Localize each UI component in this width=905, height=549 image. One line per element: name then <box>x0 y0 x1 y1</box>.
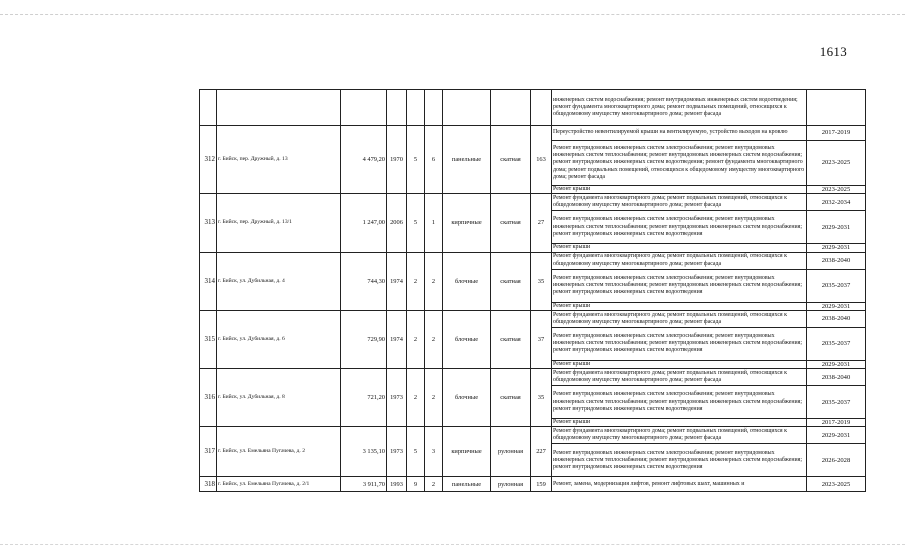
area-cell: 1 247,00 <box>341 194 387 252</box>
wall-material-cell: блочные <box>443 310 491 368</box>
work-type-cell: Ремонт внутридомовых инженерных систем электроснабжения; ремонт внутридомовых инженерных систем теплоснабжения; ремонт внутридомовых инженерных систем водоснабжения; ремонт внутридомовых инженерных систем водоотведения <box>552 211 807 244</box>
entrances-cell: 2 <box>425 369 443 427</box>
work-type-cell: Ремонт внутридомовых инженерных систем электроснабжения; ремонт внутридомовых инженерных систем теплоснабжения; ремонт внутридомовых инженерных систем водоснабжения; ремонт внутридомовых инженерных систем водоотведения <box>552 327 807 360</box>
wall-material-cell: кирпичные <box>443 194 491 252</box>
period-cell: 2038-2040 <box>807 310 866 327</box>
house-number-cell: 315 <box>200 310 217 368</box>
year-cell: 1973 <box>387 427 407 477</box>
address-cell: г. Бийск, ул. Емельяна Пугачева, д. 2 <box>217 427 341 477</box>
table-row <box>200 252 866 269</box>
floors-cell: 2 <box>407 310 425 368</box>
year-cell: 2006 <box>387 194 407 252</box>
address-cell: г. Бийск, пер. Дружный, д. 13/1 <box>217 194 341 252</box>
address-cell: г. Бийск, пер. Дружный, д. 13 <box>217 126 341 194</box>
roof-type-cell: рулонная <box>491 427 531 477</box>
address-cell: г. Бийск, ул. Дубильная, д. 6 <box>217 310 341 368</box>
entrances-cell: 2 <box>425 252 443 310</box>
work-type-cell: Ремонт внутридомовых инженерных систем электроснабжения; ремонт внутридомовых инженерных систем теплоснабжения; ремонт внутридомовых инженерных систем водоснабжения; ремонт внутридомовых инженерных систем водоотведения <box>552 444 807 477</box>
year-cell: 1973 <box>387 369 407 427</box>
continuation-row <box>200 90 866 126</box>
work-type-cell: Ремонт внутридомовых инженерных систем электроснабжения; ремонт внутридомовых инженерных систем теплоснабжения; ремонт внутридомовых инженерных систем водоснабжения; ремонт внутридомовых инженерных систем водоотведения <box>552 269 807 302</box>
table-row <box>200 126 866 141</box>
wall-material-cell: блочные <box>443 252 491 310</box>
residents-cell: 37 <box>531 310 552 368</box>
house-number-cell: 318 <box>200 477 217 492</box>
wall-material-cell: кирпичные <box>443 427 491 477</box>
year-cell: 1974 <box>387 310 407 368</box>
cell-empty <box>341 90 387 126</box>
table-row <box>200 427 866 444</box>
roof-type-cell: скатная <box>491 194 531 252</box>
residents-cell: 163 <box>531 126 552 194</box>
work-type-cell: Ремонт, замена, модернизация лифтов, ремонт лифтовых шахт, машинных и <box>552 477 807 492</box>
period-cell: 2029-2031 <box>807 427 866 444</box>
residents-cell: 35 <box>531 252 552 310</box>
cell-empty <box>217 90 341 126</box>
work-type-cell: Ремонт крыши <box>552 360 807 368</box>
period-cell: 2038-2040 <box>807 252 866 269</box>
residents-cell: 227 <box>531 427 552 477</box>
roof-type-cell: скатная <box>491 310 531 368</box>
house-number-cell: 317 <box>200 427 217 477</box>
work-type-cell: Ремонт крыши <box>552 244 807 252</box>
entrances-cell: 2 <box>425 477 443 492</box>
work-type-cell: Ремонт крыши <box>552 186 807 194</box>
work-type-cell: Ремонт фундамента многоквартирного дома; ремонт подвальных помещений, относящихся к общедомовому имуществу многоквартирного дома; ремонт фасада <box>552 252 807 269</box>
work-type-cell: Ремонт внутридомовых инженерных систем электроснабжения; ремонт внутридомовых инженерных систем теплоснабжения; ремонт внутридомовых инженерных систем водоснабжения; ремонт внутридомовых инженерных систем водоотведения <box>552 386 807 419</box>
cell-empty <box>387 90 407 126</box>
area-cell: 729,90 <box>341 310 387 368</box>
wall-material-cell: блочные <box>443 369 491 427</box>
wall-material-cell: панельные <box>443 126 491 194</box>
wall-material-cell: панельные <box>443 477 491 492</box>
work-type-cell: Переустройство невентилируемой крыши на вентилируемую, устройство выходов на кровлю <box>552 126 807 141</box>
work-type-cell: Ремонт крыши <box>552 302 807 310</box>
house-number-cell: 314 <box>200 252 217 310</box>
period-cell <box>807 90 866 126</box>
period-cell: 2023-2025 <box>807 186 866 194</box>
period-cell: 2023-2025 <box>807 477 866 492</box>
period-cell: 2038-2040 <box>807 369 866 386</box>
cell-empty <box>531 90 552 126</box>
roof-type-cell: рулонная <box>491 477 531 492</box>
work-type-cell: инженерных систем водоснабжения; ремонт внутридомовых инженерных систем водоотведения; ремонт фундамента многоквартирного дома; ремонт подвальных помещений, относящихся к общедомовому имуществу многоквартирного дома; ремонт фасада <box>552 90 807 126</box>
residents-cell: 27 <box>531 194 552 252</box>
floors-cell: 5 <box>407 194 425 252</box>
work-type-cell: Ремонт фундамента многоквартирного дома; ремонт подвальных помещений, относящихся к общедомовому имуществу многоквартирного дома; ремонт фасада <box>552 369 807 386</box>
period-cell: 2032-2034 <box>807 194 866 211</box>
entrances-cell: 6 <box>425 126 443 194</box>
work-type-cell: Ремонт крыши <box>552 419 807 427</box>
roof-type-cell: скатная <box>491 126 531 194</box>
floors-cell: 5 <box>407 126 425 194</box>
year-cell: 1974 <box>387 252 407 310</box>
period-cell: 2023-2025 <box>807 141 866 186</box>
period-cell: 2029-2031 <box>807 211 866 244</box>
table-row <box>200 477 866 492</box>
cell-empty <box>491 90 531 126</box>
table-row <box>200 194 866 211</box>
register-table <box>199 89 866 492</box>
area-cell: 3 911,70 <box>341 477 387 492</box>
floors-cell: 9 <box>407 477 425 492</box>
table-row <box>200 369 866 386</box>
period-cell: 2017-2019 <box>807 419 866 427</box>
cell-empty <box>443 90 491 126</box>
entrances-cell: 1 <box>425 194 443 252</box>
period-cell: 2026-2028 <box>807 444 866 477</box>
period-cell: 2035-2037 <box>807 269 866 302</box>
address-cell: г. Бийск, ул. Дубильная, д. 8 <box>217 369 341 427</box>
house-number-cell: 316 <box>200 369 217 427</box>
work-type-cell: Ремонт фундамента многоквартирного дома; ремонт подвальных помещений, относящихся к общедомовому имуществу многоквартирного дома; ремонт фасада <box>552 427 807 444</box>
work-type-cell: Ремонт внутридомовых инженерных систем электроснабжения; ремонт внутридомовых инженерных систем теплоснабжения; ремонт внутридомовых инженерных систем водоснабжения; ремонт внутридомовых инженерных систем водоотведения; ремонт фундамента многоквартирного дома; ремонт подвальных помещений, относящихся к общедомовому имуществу многоквартирного дома; ремонт фасада <box>552 141 807 186</box>
roof-type-cell: скатная <box>491 369 531 427</box>
residents-cell: 159 <box>531 477 552 492</box>
area-cell: 744,30 <box>341 252 387 310</box>
year-cell: 1993 <box>387 477 407 492</box>
address-cell: г. Бийск, ул. Емельяна Пугачева, д. 2/1 <box>217 477 341 492</box>
table-row <box>200 310 866 327</box>
period-cell: 2017-2019 <box>807 126 866 141</box>
work-type-cell: Ремонт фундамента многоквартирного дома; ремонт подвальных помещений, относящихся к общедомовому имуществу многоквартирного дома; ремонт фасада <box>552 310 807 327</box>
period-cell: 2029-2031 <box>807 244 866 252</box>
floors-cell: 2 <box>407 252 425 310</box>
floors-cell: 5 <box>407 427 425 477</box>
period-cell: 2029-2031 <box>807 302 866 310</box>
scan-edge-top <box>0 14 905 16</box>
address-cell: г. Бийск, ул. Дубильная, д. 4 <box>217 252 341 310</box>
year-cell: 1970 <box>387 126 407 194</box>
cell-empty <box>425 90 443 126</box>
area-cell: 4 479,20 <box>341 126 387 194</box>
period-cell: 2035-2037 <box>807 327 866 360</box>
entrances-cell: 3 <box>425 427 443 477</box>
scan-edge-bottom <box>0 544 905 546</box>
entrances-cell: 2 <box>425 310 443 368</box>
roof-type-cell: скатная <box>491 252 531 310</box>
residents-cell: 35 <box>531 369 552 427</box>
area-cell: 3 135,10 <box>341 427 387 477</box>
floors-cell: 2 <box>407 369 425 427</box>
house-number-cell: 312 <box>200 126 217 194</box>
register-body <box>200 90 866 492</box>
page-number: 1613 <box>819 44 847 59</box>
house-number-cell: 313 <box>200 194 217 252</box>
period-cell: 2035-2037 <box>807 386 866 419</box>
cell-empty <box>407 90 425 126</box>
cell-empty <box>200 90 217 126</box>
area-cell: 721,20 <box>341 369 387 427</box>
work-type-cell: Ремонт фундамента многоквартирного дома; ремонт подвальных помещений, относящихся к общедомовому имуществу многоквартирного дома; ремонт фасада <box>552 194 807 211</box>
period-cell: 2029-2031 <box>807 360 866 368</box>
